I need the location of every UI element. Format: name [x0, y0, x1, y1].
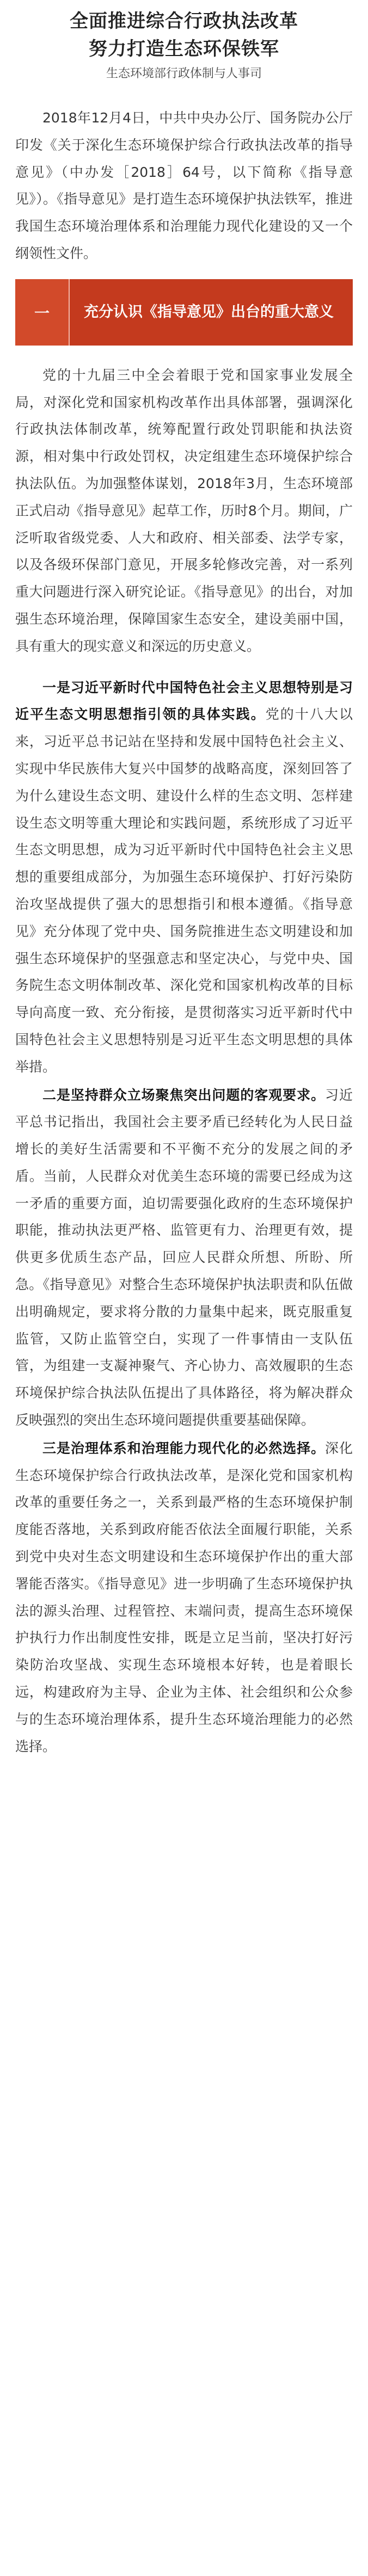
section-header	[15, 279, 353, 346]
section-title: 充分认识《指导意见》出台的重大意义	[84, 303, 334, 321]
article-author: 生态环境部行政体制与人事司	[106, 67, 262, 81]
point-lead-2: 二是坚持群众立场聚焦突出问题的客观要求。	[42, 1087, 326, 1103]
article-subtitle: 努力打造生态环保铁军	[89, 38, 279, 60]
point-paragraph-2	[15, 1082, 353, 1434]
point-lead-3: 三是治理体系和治理能力现代化的必然选择。	[42, 1440, 326, 1456]
point-paragraph-1	[15, 674, 353, 1081]
point-text-3: 深化生态环境保护综合行政执法改革，是深化党和国家机构改革的重要任务之一，关系到最严格的生态环境保护制度能否落地，关系到政府能否依法全面履行职能，关系到党中央对生态文明建设和生态环境保护作出的重大部署能否落实。《指导意见》进一步明确了生态环境保护执法的源头治理、过程管控、末端问责，提高生态环境保护执行力作出制度性安排，既是立足当前，坚决打好污染防治攻坚战、实现生态环境根本好转，也是着眼长远，构建政府为主导、企业为主体、社会组织和公众参与的生态环境治理体系，提升生态环境治理能力的必然选择。	[15, 1440, 353, 1754]
point-text-1: 党的十八大以来，习近平总书记站在坚持和发展中国特色社会主义、实现中华民族伟大复兴中国梦的战略高度，深刻回答了为什么建设生态文明、建设什么样的生态文明、怎样建设生态文明等重大理论和实践问题，系统形成了习近平生态文明思想，成为习近平新时代中国特色社会主义思想的重要组成部分，为加强生态环境保护、打好污染防治攻坚战提供了强大的思想指引和根本遵循。《指导意见》充分体现了党中央、国务院推进生态文明建设和加强生态环境保护的坚强意志和坚定决心，与党中央、国务院生态文明体制改革、深化党和国家机构改革的目标导向高度一致、充分衔接，是贯彻落实习近平新时代中国特色社会主义思想特别是习近平生态文明思想的具体举措。	[15, 706, 353, 1075]
point-paragraph-3	[15, 1435, 353, 1760]
article-title: 全面推进综合行政执法改革	[70, 10, 298, 32]
body-paragraph: 党的十九届三中全会着眼于党和国家事业发展全局，对深化党和国家机构改革作出具体部署，强调深化行政执法体制改革，统筹配置行政处罚职能和执法资源，相对集中行政处罚权，决定组建生态环境保护综合执法队伍。为加强整体谋划，2018年3月，生态环境部正式启动《指导意见》起草工作，历时8个月。期间，广泛听取省级党委、人大和政府、相关部委、法学专家，以及各级环保部门意见，开展多轮修改完善，对一系列重大问题进行深入研究论证。《指导意见》的出台，对加强生态环境治理，保障国家生态安全，建设美丽中国，具有重大的现实意义和深远的历史意义。	[15, 367, 353, 654]
intro-paragraph: 2018年12月4日，中共中央办公厅、国务院办公厅印发《关于深化生态环境保护综合行政执法改革的指导意见》（中办发［2018］64号，以下简称《指导意见》）。《指导意见》是打造生态环境保护执法铁军，推进我国生态环境治理体系和治理能力现代化建设的又一个纲领性文件。	[15, 110, 353, 261]
point-lead-1: 一是习近平新时代中国特色社会主义思想特别是习近平生态文明思想指引领的具体实践。	[15, 679, 353, 723]
point-text-2: 习近平总书记指出，我国社会主要矛盾已经转化为人民日益增长的美好生活需要和不平衡不充分的发展之间的矛盾。当前，人民群众对优美生态环境的需要已经成为这一矛盾的重要方面，迫切需要强化政府的生态环境保护职能，推动执法更严格、监管更有力、治理更有效，提供更多优质生态产品，回应人民群众所想、所盼、所急。《指导意见》对整合生态环境保护执法职责和队伍做出明确规定，要求将分散的力量集中起来，既克服重复监管，又防止监管空白，实现了一件事情由一支队伍管，为组建一支凝神聚气、齐心协力、高效履职的生态环境保护综合执法队伍提出了具体路径，将为解决群众反映强烈的突出生态环境问题提供重要基础保障。	[15, 1087, 353, 1428]
section-number: 一	[15, 279, 70, 346]
